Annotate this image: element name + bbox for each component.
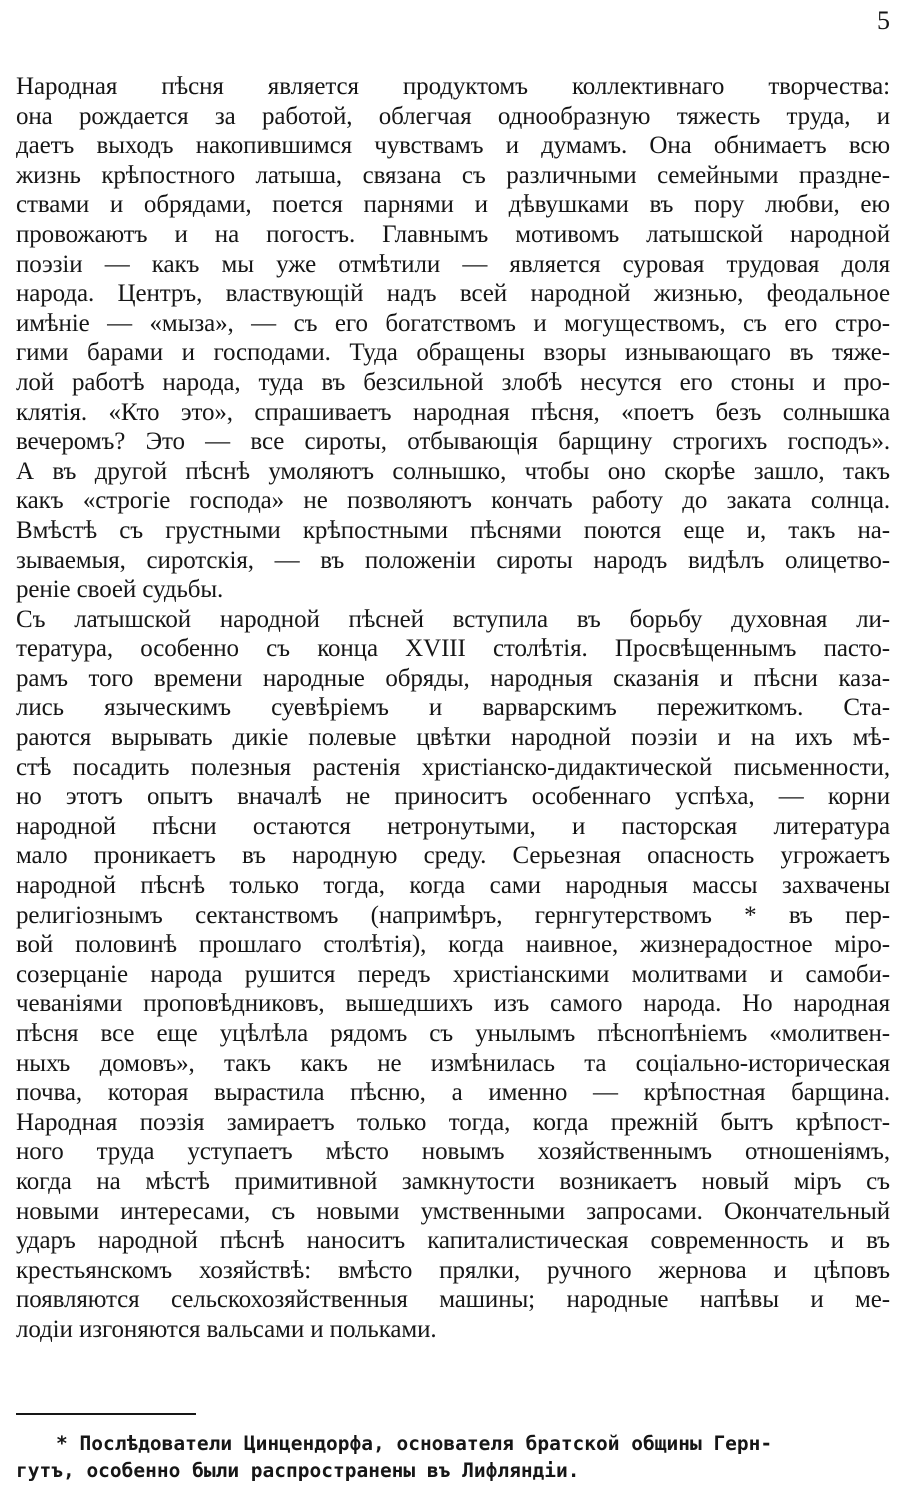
footnote bbox=[16, 1430, 890, 1484]
text-line: провожаютъ и на погостъ. Главнымъ мотивомъ латышской народной bbox=[16, 220, 890, 248]
text-line: но этотъ опытъ вначалѣ не приноситъ особеннаго успѣха, — корни bbox=[16, 783, 890, 811]
text-line: ствами и обрядами, поется парнями и дѣвушками въ пору любви, ею bbox=[16, 191, 890, 219]
text-line: ударъ народной пѣснѣ наноситъ капиталистическая современность и въ bbox=[16, 1227, 890, 1255]
text-line: вечеромъ? Это — все сироты, отбывающія барщину строгихъ господъ». bbox=[16, 428, 890, 456]
page-number: 5 bbox=[877, 6, 890, 35]
text-line: ного труда уступаетъ мѣсто новымъ хозяйственнымъ отношеніямъ, bbox=[16, 1138, 890, 1166]
text-line: Вмѣстѣ съ грустными крѣпостными пѣснями поются еще и, такъ на- bbox=[16, 516, 890, 544]
text-line: раются вырывать дикіе полевые цвѣтки народной поэзіи и на ихъ мѣ- bbox=[16, 724, 890, 752]
text-line: поэзіи — какъ мы уже отмѣтили — является суровая трудовая доля bbox=[16, 250, 890, 278]
text-line: она рождается за работой, облегчая однообразную тяжесть труда, и bbox=[16, 102, 890, 130]
text-line: зываемыя, сиротскія, — въ положеніи сироты народъ видѣлъ олицетво- bbox=[16, 546, 890, 574]
text-line: появляются сельскохозяйственныя машины; народные напѣвы и ме- bbox=[16, 1286, 890, 1314]
text-line: чеваніями проповѣдниковъ, вышедшихъ изъ самого народа. Но народная bbox=[16, 990, 890, 1018]
text-line: лись языческимъ суевѣріемъ и варварскимъ пережиткомъ. Ста- bbox=[16, 694, 890, 722]
text-line: тература, особенно съ конца XVIII столѣтія. Просвѣщеннымъ пасто- bbox=[16, 635, 890, 663]
text-line: новыми интересами, съ новыми умственными запросами. Окончательный bbox=[16, 1197, 890, 1225]
text-line: лой работѣ народа, туда въ безсильной злобѣ несутся его стоны и про- bbox=[16, 368, 890, 396]
body-text bbox=[16, 72, 890, 1345]
text-line: лодіи изгоняются вальсами и польками. bbox=[16, 1315, 437, 1343]
text-line: созерцаніе народа рушится передъ христіанскими молитвами и самоби- bbox=[16, 960, 890, 988]
text-line: Съ латышской народной пѣсней вступила въ борьбу духовная ли- bbox=[16, 605, 890, 633]
text-line: клятія. «Кто это», спрашиваетъ народная пѣсня, «поетъ безъ солнышка bbox=[16, 398, 890, 426]
text-line: крестьянскомъ хозяйствѣ: вмѣсто прялки, ручного жернова и цѣповъ bbox=[16, 1256, 890, 1284]
footnote-line: гутъ, особенно были распространены въ Лифляндіи. bbox=[16, 1459, 580, 1482]
text-line: народной пѣснѣ только тогда, когда сами народныя массы захвачены bbox=[16, 872, 890, 900]
text-line: народа. Центръ, властвующій надъ всей народной жизнью, феодальное bbox=[16, 280, 890, 308]
text-line: пѣсня все еще уцѣлѣла рядомъ съ унылымъ пѣснопѣніемъ «молитвен- bbox=[16, 1020, 890, 1047]
text-line: почва, которая вырастила пѣсню, а именно — крѣпостная барщина. bbox=[16, 1079, 890, 1107]
text-line: даетъ выходъ накопившимся чувствамъ и думамъ. Она обнимаетъ всю bbox=[16, 132, 890, 160]
footnote-line: * Послѣдователи Цинцендорфа, основателя братской общины Герн- bbox=[56, 1432, 773, 1455]
text-line: ныхъ домовъ», такъ какъ не измѣнилась та соціально-историческая bbox=[16, 1049, 890, 1077]
text-line: реніе своей судьбы. bbox=[16, 576, 224, 604]
text-line: А въ другой пѣснѣ умоляютъ солнышко, чтобы оно скорѣе зашло, такъ bbox=[16, 457, 890, 485]
text-line: Народная поэзія замираетъ только тогда, когда прежній бытъ крѣпост- bbox=[16, 1108, 890, 1136]
text-line: религіознымъ сектанствомъ (напримѣръ, гернгутерствомъ * въ пер- bbox=[16, 901, 890, 929]
text-line: стѣ посадить полезныя растенія христіанско-дидактической письменности, bbox=[16, 753, 890, 781]
text-line: вой половинѣ прошлаго столѣтія), когда наивное, жизнерадостное міро- bbox=[16, 931, 890, 959]
text-line: мало проникаетъ въ народную среду. Серьезная опасность угрожаетъ bbox=[16, 842, 890, 870]
footnote-separator bbox=[16, 1413, 196, 1415]
text-line: когда на мѣстѣ примитивной замкнутости возникаетъ новый міръ съ bbox=[16, 1167, 890, 1195]
text-line: жизнь крѣпостного латыша, связана съ различными семейными праздне- bbox=[16, 161, 890, 189]
text-line: народной пѣсни остаются нетронутыми, и пасторская литература bbox=[16, 812, 890, 840]
text-line: какъ «строгіе господа» не позволяютъ кончать работу до заката солнца. bbox=[16, 487, 890, 515]
text-line: рамъ того времени народные обряды, народныя сказанія и пѣсни каза- bbox=[16, 664, 890, 692]
text-line: Народная пѣсня является продуктомъ коллективнаго творчества: bbox=[16, 73, 890, 100]
text-line: имѣніе — «мыза», — съ его богатствомъ и могуществомъ, съ его стро- bbox=[16, 309, 890, 337]
text-line: гими барами и господами. Туда обращены взоры изнывающаго въ тяже- bbox=[16, 339, 890, 367]
